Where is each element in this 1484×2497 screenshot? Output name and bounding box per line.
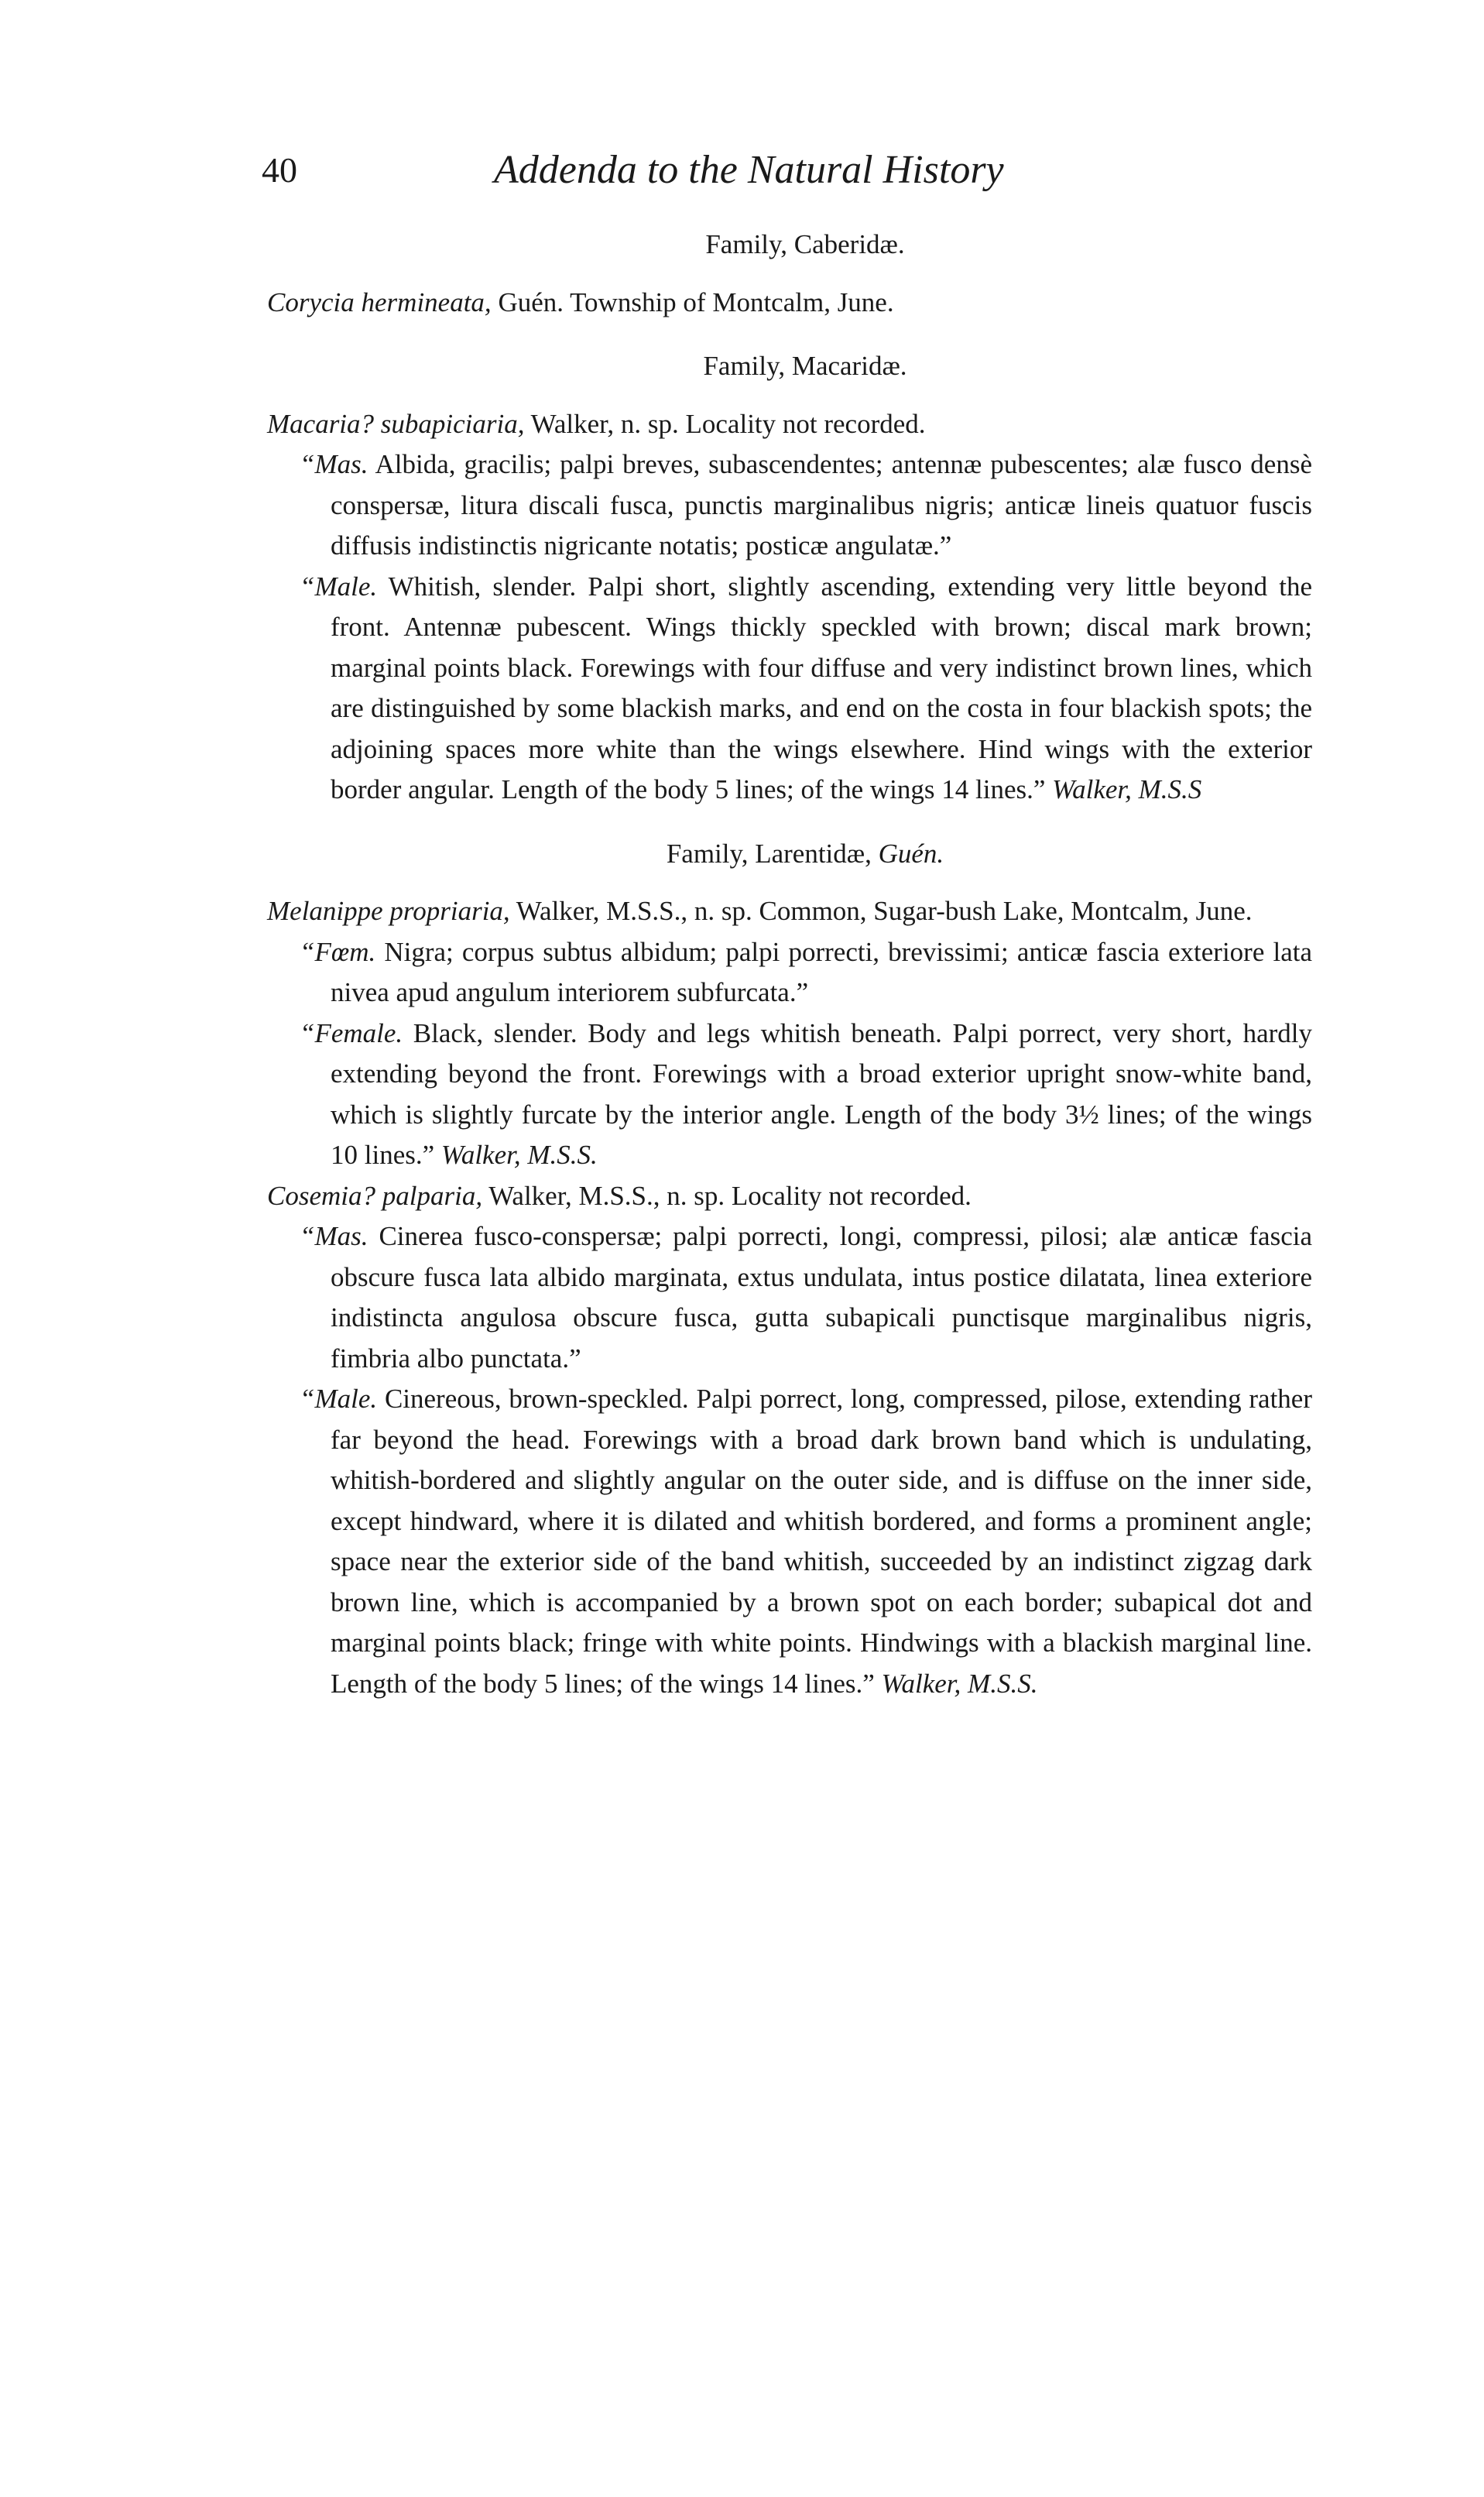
citation: Walker, M.S.S. bbox=[434, 1140, 598, 1170]
description-text: Cinereous, brown-speckled. Palpi porrect, long, compressed, pilose, extending rather far beyond the head. Forewings with a broad dark brown band which is undulating, whitish-bordered and slightly angular on the outer side, and is diffuse on the inner side, except hindward, where it is dilated and whitish bordered, and forms a prominent angle; space near the exterior side of the band whitish, succeeded by an indistinct zigzag dark brown line, which is accompanied by a brown spot on each border; subapical dot and marginal points black; fringe with white points. Hindwings with a blackish marginal line. Length of the body 5 lines; of the wings 14 lines.” bbox=[331, 1384, 1312, 1699]
latin-description bbox=[267, 932, 1312, 1014]
running-title: Addenda to the Natural History bbox=[494, 148, 1004, 192]
species-note: Locality not recorded. bbox=[678, 408, 926, 439]
citation: Walker, M.S.S. bbox=[874, 1668, 1038, 1699]
sex-marker: “Female. bbox=[300, 1017, 403, 1048]
species-entry-melanippe bbox=[267, 891, 1312, 932]
description-text: Black, slender. Body and legs whitish beneath. Palpi porrect, very short, hardly extending beyond the front. Forewings with a broad exterior upright snow-white band, which is slightly furcate by the interior angle. Length of the body 3½ lines; of the wings 10 lines.” bbox=[331, 1017, 1312, 1170]
description-text: Cinerea fusco-conspersæ; palpi porrecti, longi, compressi, pilosi; alæ anticæ fascia obscure fusca lata albido marginata, extus undulata, intus postice dilatata, linea exteriore indistincta angulosa obscure fusca, gutta subapicali punctisque marginalibus nigris, fimbria albo punctata.” bbox=[331, 1221, 1312, 1374]
species-entry-cosemia bbox=[267, 1176, 1312, 1217]
species-entry-macaria bbox=[267, 404, 1312, 445]
family-heading-larentidae bbox=[267, 834, 1312, 875]
page-body bbox=[267, 225, 1312, 1704]
species-author: Guén. bbox=[491, 286, 564, 317]
latin-description bbox=[267, 444, 1312, 567]
family-heading-author: Guén. bbox=[871, 838, 944, 869]
species-note: Township of Montcalm, June. bbox=[564, 286, 894, 317]
english-description bbox=[267, 567, 1312, 811]
family-heading-text: Family, Larentidæ, bbox=[666, 838, 872, 869]
species-name: Macaria? subapiciaria, bbox=[267, 408, 525, 439]
species-author: Walker, M.S.S., n. sp. bbox=[509, 896, 752, 926]
description-text: Nigra; corpus subtus albidum; palpi porrecti, brevissimi; anticæ fascia exteriore lata nivea apud angulum interiorem subfurcata.” bbox=[331, 936, 1312, 1007]
species-name: Corycia hermineata, bbox=[267, 286, 492, 317]
latin-description bbox=[267, 1216, 1312, 1379]
species-name: Melanippe propriaria, bbox=[267, 896, 510, 926]
species-author: Walker, M.S.S., n. sp. bbox=[482, 1180, 725, 1211]
sex-marker: “Male. bbox=[300, 571, 378, 602]
description-text: Whitish, slender. Palpi short, slightly ascending, extending very little beyond the front. Antennæ pubescent. Wings thickly speckled with brown; discal mark brown; marginal points black. Forewings with four diffuse and very indistinct brown lines, which are distinguished by some blackish marks, and end on the costa in four blackish spots; the adjoining spaces more white than the wings elsewhere. Hind wings with the exterior border angular. Length of the body 5 lines; of the wings 14 lines.” bbox=[331, 571, 1312, 804]
english-description bbox=[267, 1379, 1312, 1704]
species-name: Cosemia? palparia, bbox=[267, 1180, 483, 1211]
family-heading-caberidae: Family, Caberidæ. bbox=[705, 229, 905, 259]
species-author: Walker, n. sp. bbox=[524, 408, 679, 439]
species-note: Common, Sugar-bush Lake, Montcalm, June. bbox=[752, 896, 1253, 926]
description-text: Albida, gracilis; palpi breves, subascendentes; antennæ pubescentes; alæ fusco densè conspersæ, litura discali fusca, punctis marginalibus nigris; anticæ lineis quatuor fuscis diffusis indistinctis nigricante notatis; posticæ angulatæ.” bbox=[331, 449, 1312, 561]
sex-marker: “Mas. bbox=[300, 449, 368, 479]
sex-marker: “Male. bbox=[300, 1384, 378, 1414]
english-description bbox=[267, 1014, 1312, 1176]
sex-marker: “Mas. bbox=[300, 1221, 368, 1251]
species-note: Locality not recorded. bbox=[725, 1180, 972, 1211]
species-entry-corycia bbox=[267, 283, 1312, 324]
sex-marker: “Fœm. bbox=[300, 936, 376, 967]
page-number: 40 bbox=[262, 150, 297, 190]
family-heading-macaridae: Family, Macaridæ. bbox=[703, 351, 907, 381]
citation: Walker, M.S.S bbox=[1045, 774, 1202, 804]
page-header bbox=[262, 149, 1082, 211]
